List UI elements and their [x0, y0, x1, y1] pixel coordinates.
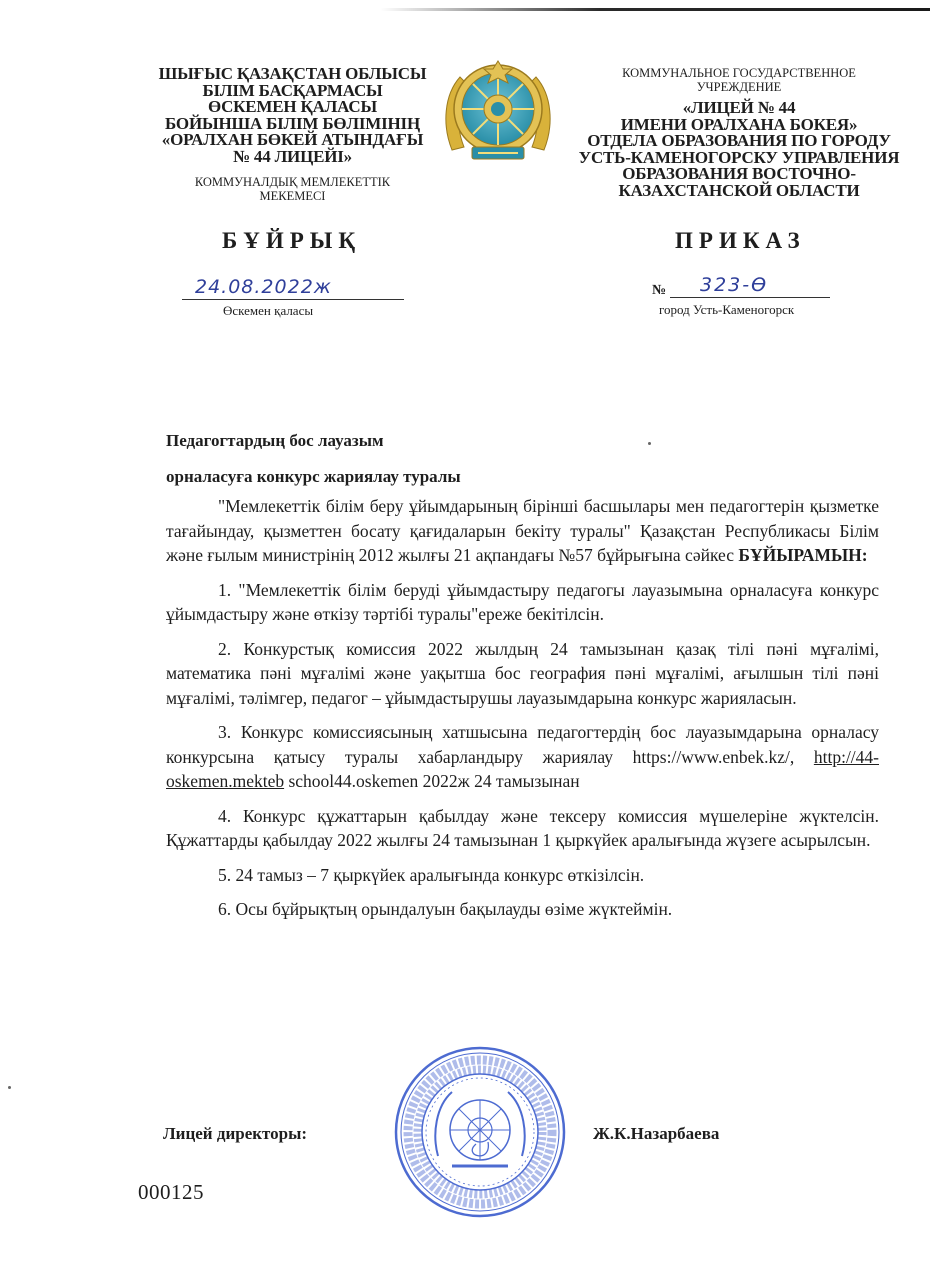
order-item-1: 1. "Мемлекеттік білім беруді ұйымдастыру педагогы лауазымына орналасуға конкурс ұйымдастыру және өткізу тәртібі туралы"ереже бекітілсін. [166, 579, 879, 624]
order-number-label: № [652, 283, 667, 298]
website-link[interactable]: http://44-oskemen.mekteb [166, 746, 879, 791]
order-date-handwritten: 24.08.2022ж [195, 276, 332, 298]
org-name-kazakh: ШЫҒЫС ҚАЗАҚСТАН ОБЛЫСЫ БІЛІМ БАСҚАРМАСЫ ӨСКЕМЕН ҚАЛАСЫ БОЙЫНША БІЛІМ БӨЛІМІНІҢ «ОРАЛХАН БӨКЕЙ АТЫНДАҒЫ № 44 ЛИЦЕЙІ» [158, 64, 427, 166]
document-serial-number: 000125 [138, 1180, 204, 1204]
header-right-russian [560, 66, 918, 199]
scan-edge-shadow [380, 8, 930, 11]
signature-title: Лицей директоры: [163, 1124, 308, 1143]
order-item-4: 4. Конкурс құжаттарын қабылдау және тексеру комиссия мүшелеріне жүктелсін. Құжаттарды қабылдау 2022 жылғы 24 тамызынан 1 қыркүйек аралығында жүзеге асырылсын. [166, 805, 879, 850]
header-left-kazakh [140, 66, 445, 203]
preamble-paragraph: "Мемлекеттік білім беру ұйымдарының бірінші басшылары мен педагогтерін қызметке тағайындау, қызметтен босату қағидаларын бекіту туралы" Қазақстан Республикасы Білім және ғылым министрінің 2012 жылғы 21 ақпандағы №57 бұйрығына сәйкес БҰЙЫРАМЫН: [166, 496, 879, 565]
order-title-russian: ПРИКАЗ [675, 228, 806, 253]
city-russian: город Усть-Каменогорск [659, 302, 795, 317]
scan-speck [648, 442, 651, 445]
order-directive: БҰЙЫРАМЫН: [738, 545, 868, 565]
city-kazakh: Өскемен қаласы [223, 303, 314, 318]
order-item-3: 3. Конкурс комиссиясының хатшысына педагогтердің бос лауазымдарына орналасу конкурсына қатысу туралы хабарландыру жариялау https://www.enbek.kz/, http://44-oskemen.mekteb school44.oskemen 2022ж 24 тамызынан [166, 722, 879, 791]
org-type-kazakh: КОММУНАЛДЫҚ МЕМЛЕКЕТТІК МЕКЕМЕСІ [194, 175, 391, 203]
order-item-6: 6. Осы бұйрықтың орындалуын бақылауды өзіме жүктеймін. [218, 899, 673, 919]
round-official-seal-icon [392, 1044, 568, 1220]
order-subject: Педагогтардың бос лауазым орналасуға конкурс жариялау туралы [166, 431, 461, 486]
order-body [166, 494, 879, 932]
signature-name: Ж.К.Назарбаева [593, 1124, 720, 1143]
kazakhstan-state-emblem-icon [442, 55, 554, 173]
org-name-russian: «ЛИЦЕЙ № 44 ИМЕНИ ОРАЛХАНА БОКЕЯ» ОТДЕЛА ОБРАЗОВАНИЯ ПО ГОРОДУ УСТЬ-КАМЕНОГОРСКУ УПРАВЛЕНИЯ ОБРАЗОВАНИЯ ВОСТОЧНО- КАЗАХСТАНСКОЙ ОБЛАСТИ [578, 98, 900, 200]
order-title-kazakh: БҰЙРЫҚ [222, 228, 362, 253]
org-type-russian: КОММУНАЛЬНОЕ ГОСУДАРСТВЕННОЕ УЧРЕЖДЕНИЕ [622, 66, 856, 94]
order-number-handwritten: 323-Ө [700, 274, 769, 296]
order-item-2: 2. Конкурстық комиссия 2022 жылдың 24 тамызынан қазақ тілі пәні мұғалімі, математика пәні мұғалімі және уақытша бос география пәні мұғалімі, ағылшын тілі пәні мұғалімі, тәлімгер, педагог – ұйымдастырушы лауазымдарына конкурс жарияласын. [166, 638, 879, 708]
order-item-5: 5. 24 тамыз – 7 қыркүйек аралығында конкурс өткізілсін. [218, 864, 645, 885]
scan-speck [8, 1086, 11, 1089]
